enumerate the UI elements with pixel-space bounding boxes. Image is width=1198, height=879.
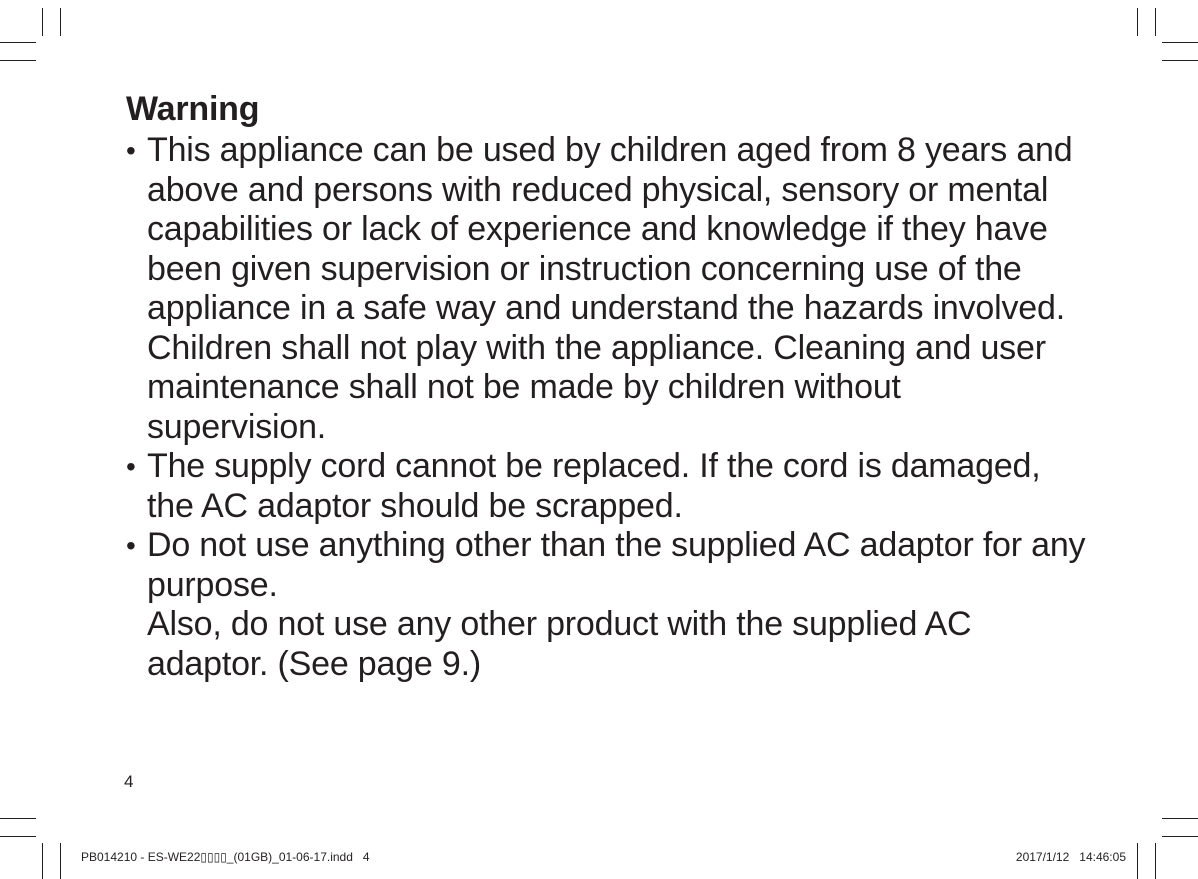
crop-mark bbox=[1162, 836, 1198, 837]
warning-text: The supply cord cannot be replaced. If the cord is damaged, the AC adaptor should be scrapped. bbox=[147, 447, 1041, 525]
warning-item bbox=[126, 526, 1086, 684]
warning-item bbox=[126, 447, 1086, 526]
warning-item bbox=[126, 131, 1086, 447]
crop-mark bbox=[0, 818, 36, 819]
crop-mark bbox=[42, 843, 43, 879]
crop-mark bbox=[1162, 60, 1198, 61]
bullet-icon: • bbox=[126, 530, 136, 561]
crop-mark bbox=[60, 8, 61, 36]
bullet-icon: • bbox=[126, 135, 136, 166]
bullet-icon: • bbox=[126, 451, 136, 482]
page-number: 4 bbox=[124, 772, 134, 791]
crop-mark bbox=[1137, 8, 1138, 36]
crop-mark bbox=[0, 42, 36, 43]
print-slug-file-info: PB014210 - ES-WE22▯▯▯▯_(01GB)_01-06-17.indd 4 bbox=[81, 850, 370, 864]
crop-mark bbox=[1155, 843, 1156, 879]
warning-list bbox=[126, 131, 1086, 684]
print-slug-timestamp: 2017/1/12 14:46:05 bbox=[1015, 850, 1126, 864]
crop-mark bbox=[42, 8, 43, 36]
section-heading: Warning bbox=[126, 90, 260, 128]
crop-mark bbox=[60, 843, 61, 879]
crop-mark bbox=[0, 60, 36, 61]
crop-mark bbox=[1162, 818, 1198, 819]
crop-mark bbox=[1137, 843, 1138, 879]
crop-mark bbox=[0, 836, 36, 837]
warning-text: This appliance can be used by children aged from 8 years and above and persons with reduced physical, sensory or mental capabilities or lack of experience and knowledge if they have been given supervision or instruction concerning use of the appliance in a safe way and understand the hazards involved. Children shall not play with the appliance. Cleaning and user maintenance shall not be made by children without supervision. bbox=[147, 131, 1073, 446]
warning-text: Also, do not use any other product with the supplied AC adaptor. (See page 9.) bbox=[147, 605, 972, 683]
crop-mark bbox=[1155, 8, 1156, 36]
warning-section bbox=[126, 87, 1086, 684]
warning-text: Do not use anything other than the supplied AC adaptor for any purpose. bbox=[147, 526, 1086, 604]
crop-mark bbox=[1162, 42, 1198, 43]
